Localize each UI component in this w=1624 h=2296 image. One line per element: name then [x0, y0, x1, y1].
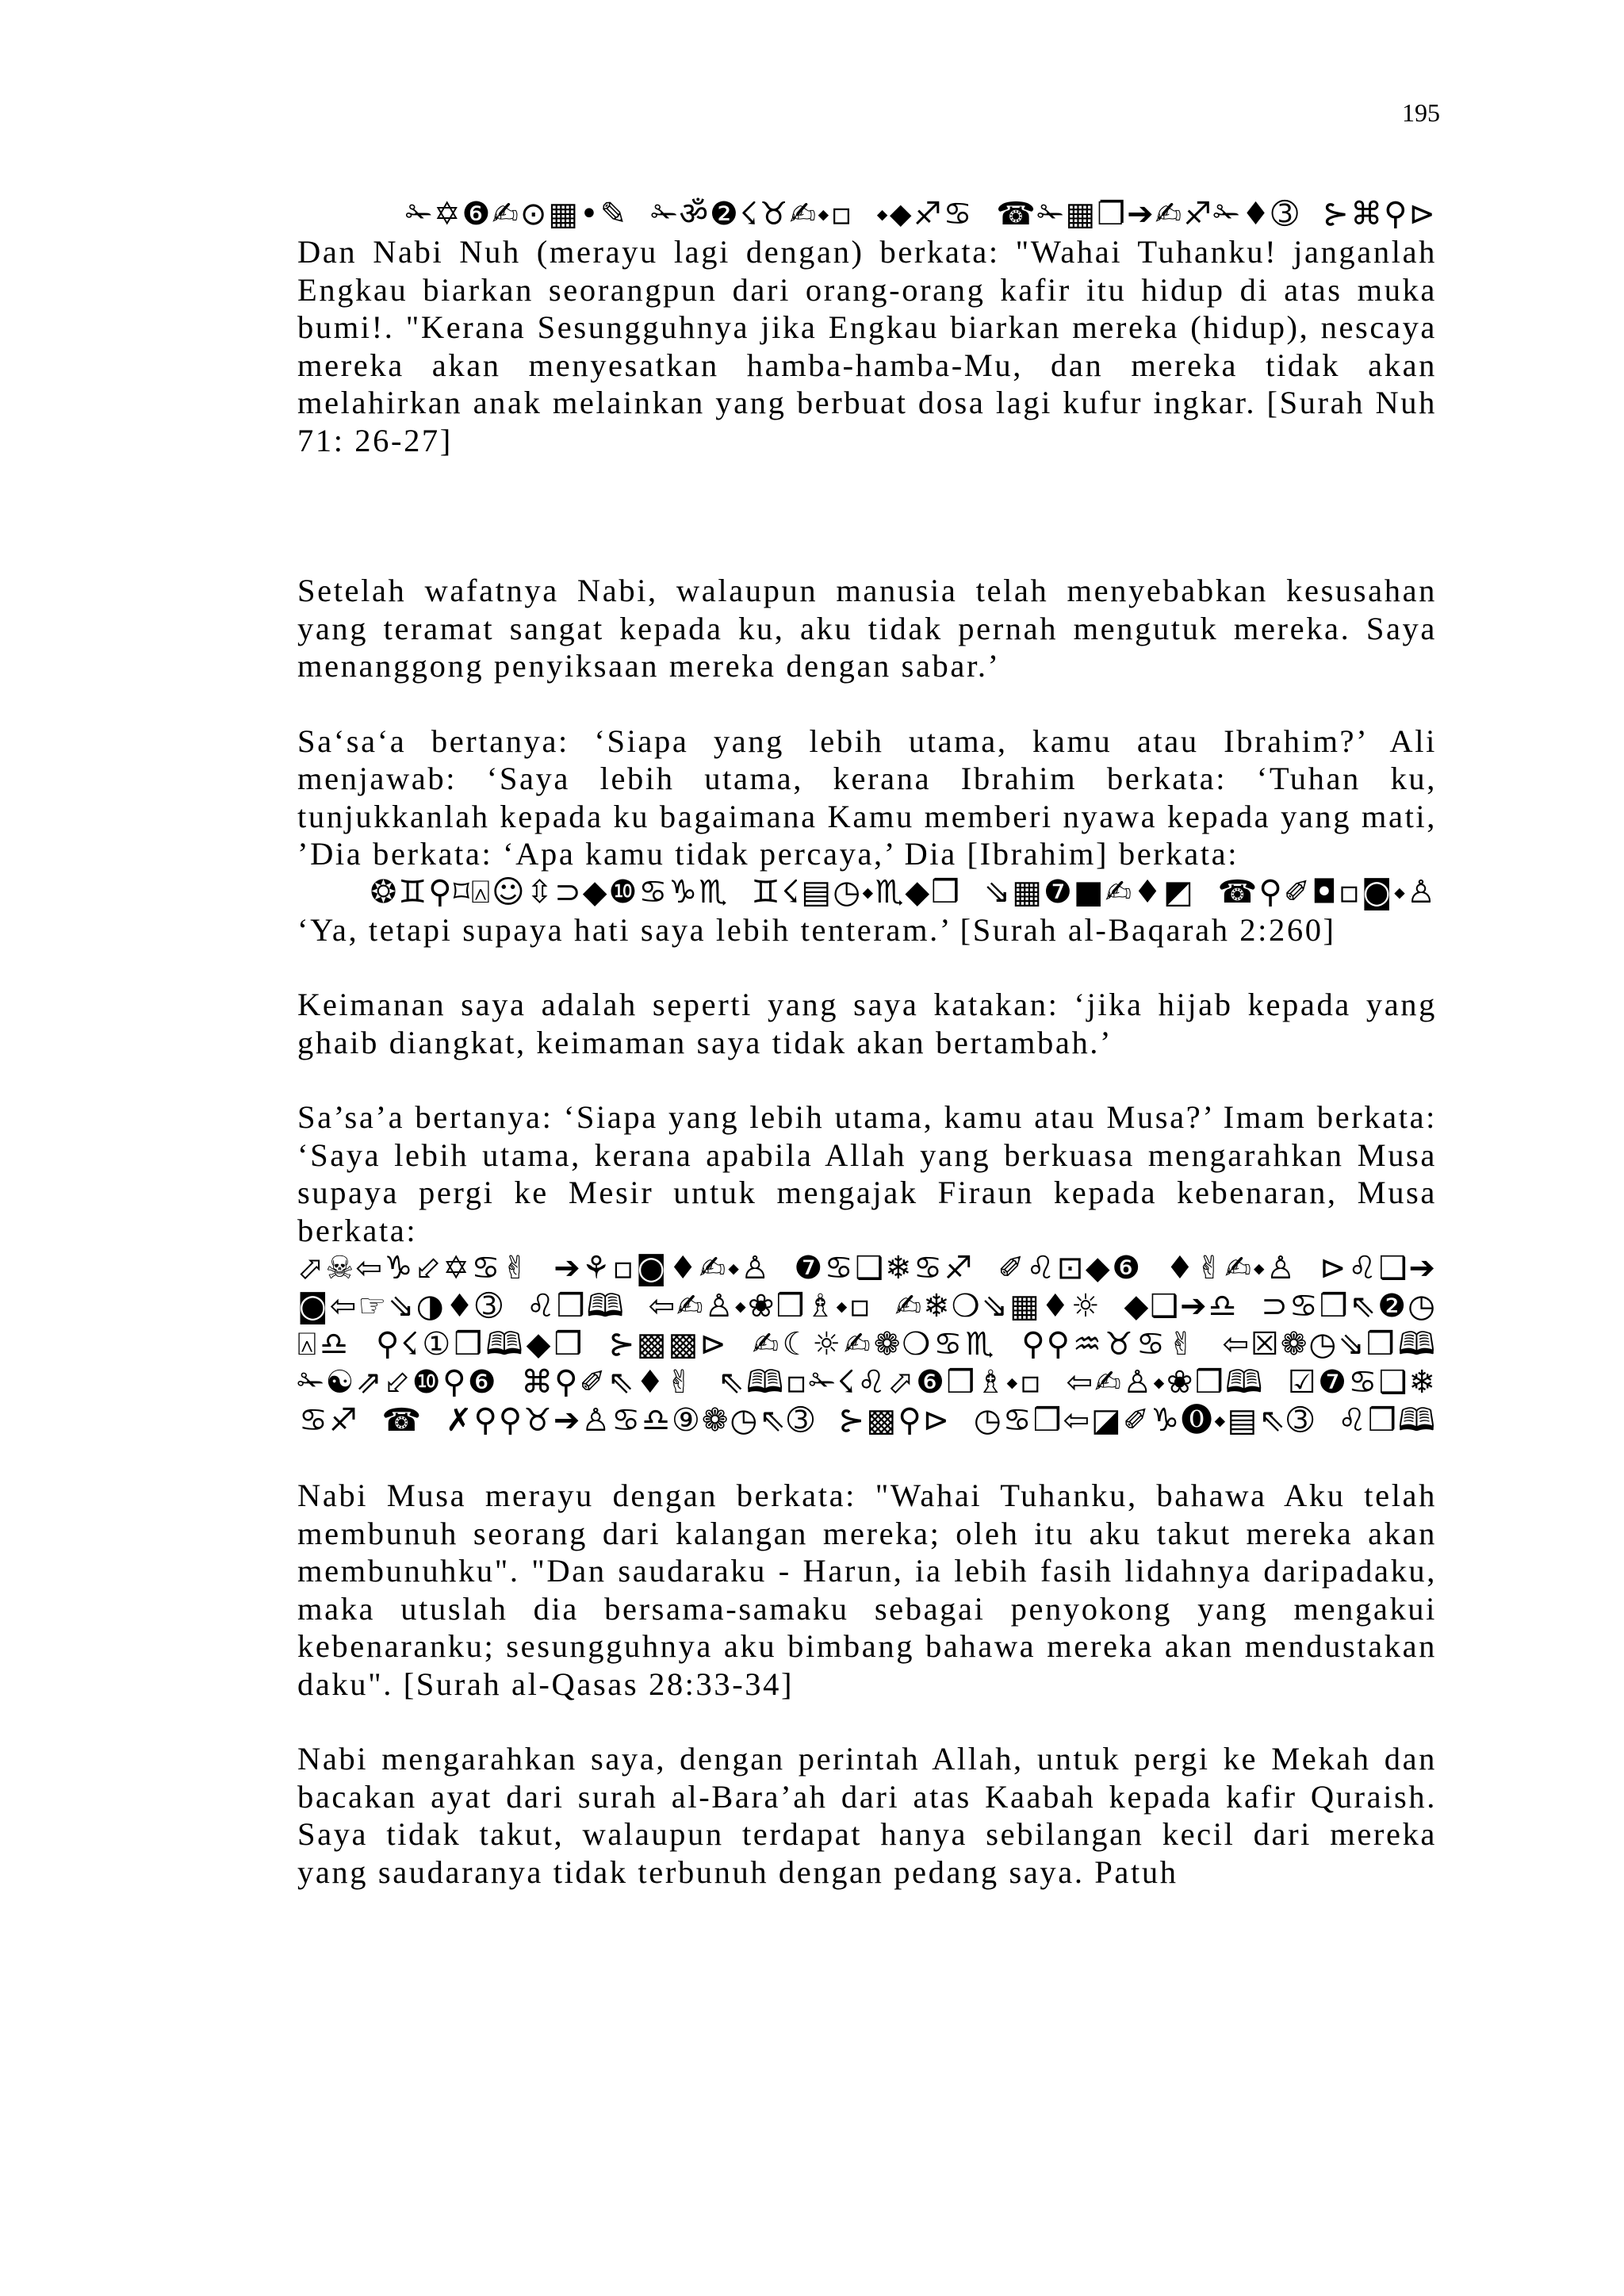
- spacer: [297, 1439, 1437, 1477]
- quote-nuh: Dan Nabi Nuh (merayu lagi dengan) berkata: "Wahai Tuhanku! janganlah Engkau biarkan seorangpun dari orang-orang kafir itu hidup di atas muka bumi!. "Kerana Sesungguhnya jika Engkau biarkan mereka (hidup), nescaya mereka akan menyesatkan hamba-hamba-Mu, dan mereka tidak akan melahirkan anak melainkan yang berbuat dosa lagi kufur ingkar. [Surah Nuh 71: 26-27]: [297, 234, 1437, 458]
- arabic-verse-garbled-1: ✁✡❻✍⊙▦•✎ ✁ॐ❷☇♉✍⬩▫ ⬩⬥♐♋ ☎✁▦❐➔✍♐✁♦➂ ⊱⌘⚲⊳: [405, 196, 1437, 232]
- spacer: [297, 459, 1437, 572]
- spacer: [297, 685, 1437, 723]
- spacer: [297, 1703, 1437, 1740]
- paragraph-musa-question: Sa’sa’a bertanya: ‘Siapa yang lebih utama, kamu atau Musa?’ Imam berkata: ‘Saya lebih utama, kerana apabila Allah yang berkuasa mengarahkan Musa supaya pergi ke Mesir untuk mengajak Firaun kepada kebenaran, Musa berkata:: [297, 1099, 1437, 1248]
- paragraph-after-prophet: Setelah wafatnya Nabi, walaupun manusia telah menyebabkan kesusahan yang teramat sangat kepada ku, aku tidak pernah mengutuk mereka. Saya menanggong penyiksaan mereka dengan sabar.’: [297, 573, 1437, 684]
- paragraph-faith: Keimanan saya adalah seperti yang saya katakan: ‘jika hijab kepada yang ghaib diangkat, keimaman saya tidak akan bertambah.’: [297, 987, 1437, 1060]
- spacer: [297, 1061, 1437, 1098]
- paragraph-mecca: Nabi mengarahkan saya, dengan perintah Allah, untuk pergi ke Mekah dan bacakan ayat dari surah al-Bara’ah dari atas Kaabah kepada kafir Quraish. Saya tidak takut, walaupun terdapat hanya sebilangan kecil dari mereka yang saudaranya tidak terbunuh dengan pedang saya. Patuh: [297, 1741, 1437, 1890]
- arabic-verse-garbled-3: ⬀☠⇦♑⬃✡♋✌ ➔⚘▫◙♦✍⬩♙ ❼♋❑❄♋♐ ✐♌⊡◆❻ ♦✌✍⬩♙ ⊳♌❑➔◙⇦☞⇘◑♦➂ ♌❒🕮 ⇦✍♙⬩❀❒♗⬩▫ ✍❄❍⇘▦♦☼ ◆❑➔♎ ⊃♋❒⇖❷◷⍓♎ ⚲☇①❒🕮◆❒ ⊱▩▩⊳ ✍☾☼✍❁❍♋♏ ⚲⚲♒♉♋✌ ⇦☒❁◷⇘❒🕮 ✁☯⇗⬃❿⚲❻ ⌘⚲✐⇖♦✌ ⇖🕮▫✁☇♌⬀❻❒♗⬩▫ ⇦✍♙⬩❀❒🕮 ☑❼♋❑❄♋♐ ☎ ✗⚲⚲♉➔♙♋♎⑨❁◷⇖➂ ⊱▩⚲⊳ ◷♋❒⇦◪✐♑⓿⬩▤⇖➂ ♌❒🕮: [297, 1250, 1437, 1439]
- quote-qasas: Nabi Musa merayu dengan berkata: "Wahai Tuhanku, bahawa Aku telah membunuh seorang dari kalangan mereka; oleh itu aku takut mereka akan membunuhku". "Dan saudaraku - Harun, ia lebih fasih lidahnya daripadaku, maka utuslah dia bersama-samaku sebagai penyokong yang mengakui kebenaranku; sesungguhnya aku bimbang bahawa mereka akan mendustakan daku". [Surah al-Qasas 28:33-34]: [297, 1478, 1437, 1702]
- paragraph-ibrahim-question: Sa‘sa‘a bertanya: ‘Siapa yang lebih utama, kamu atau Ibrahim?’ Ali menjawab: ‘Saya lebih utama, kerana Ibrahim berkata: ‘Tuhan ku, tunjukkanlah kepada ku bagaimana Kamu memberi nyawa kepada yang mati, ’Dia berkata: ‘Apa kamu tidak percaya,’ Dia [Ibrahim] berkata:: [297, 723, 1437, 872]
- spacer: [297, 949, 1437, 986]
- page-content: [297, 195, 1437, 1891]
- quote-baqarah: ‘Ya, tetapi supaya hati saya lebih tenteram.’ [Surah al-Baqarah 2:260]: [297, 911, 1336, 948]
- arabic-verse-garbled-2: ❂♊⚲⌑⍓☺⇳⊃◆❿♋♑♏ ♊☇▤◷⬩♏◆❒ ⇘▦❼■✍♦◩ ☎⚲✐◘▫◙⬩♙: [370, 873, 1437, 910]
- page-number: 195: [1402, 98, 1440, 127]
